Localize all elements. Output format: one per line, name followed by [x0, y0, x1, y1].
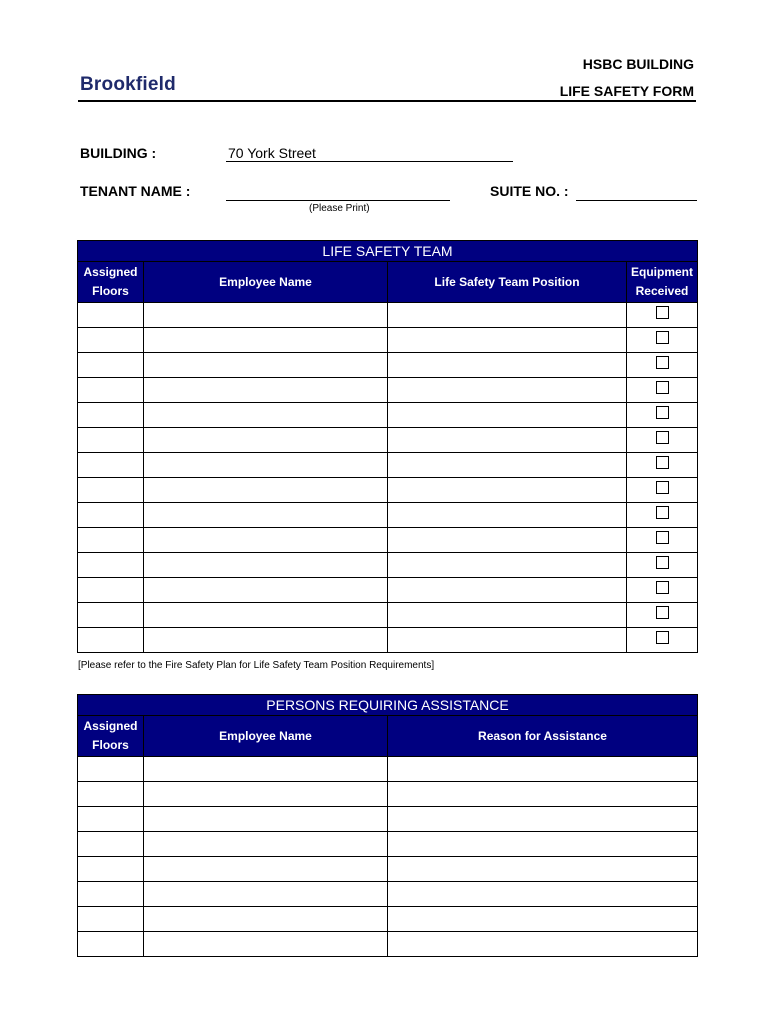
cell-equipment-received [627, 428, 698, 453]
cell-position[interactable] [388, 428, 627, 453]
col-header-assigned-floors-line2: Floors [92, 738, 129, 752]
table-row [78, 603, 698, 628]
cell-name[interactable] [144, 782, 388, 807]
equipment-received-checkbox[interactable] [656, 481, 669, 494]
col-header-assigned-floors [78, 262, 144, 303]
table-row [78, 428, 698, 453]
table-row [78, 857, 698, 882]
cell-name[interactable] [144, 378, 388, 403]
cell-floors[interactable] [78, 553, 144, 578]
cell-name[interactable] [144, 757, 388, 782]
table-row [78, 478, 698, 503]
life-safety-team-table [77, 240, 698, 653]
cell-equipment-received [627, 628, 698, 653]
cell-equipment-received [627, 603, 698, 628]
col-header-assigned-floors [78, 716, 144, 757]
position-requirements-note: [Please refer to the Fire Safety Plan for Life Safety Team Position Requirements] [78, 660, 435, 671]
cell-floors[interactable] [78, 832, 144, 857]
cell-position[interactable] [388, 403, 627, 428]
suite-no-label: SUITE NO. : [490, 183, 569, 199]
col-header-employee-name: Employee Name [144, 716, 388, 757]
cell-floors[interactable] [78, 528, 144, 553]
life-safety-team-title: LIFE SAFETY TEAM [78, 241, 698, 262]
cell-floors[interactable] [78, 628, 144, 653]
col-header-equipment-received [627, 262, 698, 303]
table-row [78, 932, 698, 957]
col-header-assigned-floors-line1: Assigned [83, 719, 138, 733]
cell-position[interactable] [388, 628, 627, 653]
cell-position[interactable] [388, 478, 627, 503]
cell-equipment-received [627, 453, 698, 478]
col-header-employee-name: Employee Name [144, 262, 388, 303]
suite-no-field[interactable] [576, 183, 697, 200]
cell-floors[interactable] [78, 453, 144, 478]
building-label: BUILDING : [80, 145, 157, 161]
cell-floors[interactable] [78, 403, 144, 428]
equipment-received-checkbox[interactable] [656, 331, 669, 344]
table-row [78, 882, 698, 907]
equipment-received-checkbox[interactable] [656, 381, 669, 394]
building-field[interactable] [228, 145, 513, 161]
equipment-received-checkbox[interactable] [656, 456, 669, 469]
cell-name[interactable] [144, 907, 388, 932]
cell-equipment-received [627, 378, 698, 403]
table-row [78, 782, 698, 807]
table-row [78, 907, 698, 932]
cell-floors[interactable] [78, 932, 144, 957]
table-row [78, 503, 698, 528]
table-row [78, 328, 698, 353]
suite-no-underline [576, 200, 697, 201]
building-value: 70 York Street [228, 145, 316, 161]
cell-floors[interactable] [78, 303, 144, 328]
cell-floors[interactable] [78, 907, 144, 932]
cell-reason[interactable] [388, 882, 698, 907]
cell-name[interactable] [144, 528, 388, 553]
col-header-assigned-floors-line2: Floors [92, 284, 129, 298]
tenant-name-underline [226, 200, 450, 201]
cell-name[interactable] [144, 303, 388, 328]
cell-reason[interactable] [388, 932, 698, 957]
equipment-received-checkbox[interactable] [656, 306, 669, 319]
cell-floors[interactable] [78, 428, 144, 453]
table-row [78, 403, 698, 428]
table-row [78, 353, 698, 378]
cell-name[interactable] [144, 478, 388, 503]
brookfield-logo: Brookfield [80, 74, 176, 95]
col-header-life-safety-position: Life Safety Team Position [388, 262, 627, 303]
cell-equipment-received [627, 578, 698, 603]
cell-floors[interactable] [78, 603, 144, 628]
cell-name[interactable] [144, 932, 388, 957]
cell-equipment-received [627, 353, 698, 378]
cell-reason[interactable] [388, 757, 698, 782]
cell-name[interactable] [144, 453, 388, 478]
cell-floors[interactable] [78, 807, 144, 832]
cell-name[interactable] [144, 553, 388, 578]
col-header-equipment-line1: Equipment [631, 265, 693, 279]
table-row [78, 528, 698, 553]
table-row [78, 453, 698, 478]
persons-requiring-assistance-title: PERSONS REQUIRING ASSISTANCE [78, 695, 698, 716]
cell-floors[interactable] [78, 857, 144, 882]
equipment-received-checkbox[interactable] [656, 631, 669, 644]
equipment-received-checkbox[interactable] [656, 431, 669, 444]
building-underline [226, 161, 513, 162]
cell-name[interactable] [144, 578, 388, 603]
cell-position[interactable] [388, 378, 627, 403]
header-divider [78, 100, 696, 102]
cell-equipment-received [627, 528, 698, 553]
cell-equipment-received [627, 553, 698, 578]
cell-name[interactable] [144, 428, 388, 453]
cell-name[interactable] [144, 807, 388, 832]
cell-position[interactable] [388, 528, 627, 553]
cell-name[interactable] [144, 403, 388, 428]
equipment-received-checkbox[interactable] [656, 556, 669, 569]
cell-equipment-received [627, 303, 698, 328]
cell-floors[interactable] [78, 782, 144, 807]
cell-floors[interactable] [78, 353, 144, 378]
cell-equipment-received [627, 403, 698, 428]
cell-reason[interactable] [388, 907, 698, 932]
cell-name[interactable] [144, 628, 388, 653]
cell-position[interactable] [388, 328, 627, 353]
equipment-received-checkbox[interactable] [656, 356, 669, 369]
col-header-equipment-line2: Received [635, 284, 689, 298]
cell-floors[interactable] [78, 478, 144, 503]
cell-floors[interactable] [78, 578, 144, 603]
table-row [78, 807, 698, 832]
cell-position[interactable] [388, 553, 627, 578]
equipment-received-checkbox[interactable] [656, 406, 669, 419]
cell-floors[interactable] [78, 882, 144, 907]
cell-name[interactable] [144, 832, 388, 857]
cell-name[interactable] [144, 857, 388, 882]
cell-reason[interactable] [388, 807, 698, 832]
please-print-note: (Please Print) [309, 203, 370, 214]
col-header-assigned-floors-line1: Assigned [83, 265, 138, 279]
cell-equipment-received [627, 503, 698, 528]
equipment-received-checkbox[interactable] [656, 531, 669, 544]
building-title: HSBC BUILDING [582, 56, 694, 72]
cell-floors[interactable] [78, 378, 144, 403]
cell-name[interactable] [144, 882, 388, 907]
form-title: LIFE SAFETY FORM [559, 83, 694, 99]
table-row [78, 628, 698, 653]
persons-requiring-assistance-table [77, 694, 698, 957]
table-row [78, 378, 698, 403]
table-row [78, 303, 698, 328]
col-header-reason-for-assistance: Reason for Assistance [388, 716, 698, 757]
cell-floors[interactable] [78, 328, 144, 353]
cell-reason[interactable] [388, 782, 698, 807]
cell-reason[interactable] [388, 857, 698, 882]
tenant-name-label: TENANT NAME : [80, 183, 191, 199]
cell-position[interactable] [388, 503, 627, 528]
equipment-received-checkbox[interactable] [656, 506, 669, 519]
cell-name[interactable] [144, 353, 388, 378]
cell-name[interactable] [144, 603, 388, 628]
table-row [78, 578, 698, 603]
cell-position[interactable] [388, 578, 627, 603]
cell-equipment-received [627, 328, 698, 353]
cell-position[interactable] [388, 453, 627, 478]
cell-floors[interactable] [78, 757, 144, 782]
cell-equipment-received [627, 478, 698, 503]
cell-position[interactable] [388, 353, 627, 378]
cell-name[interactable] [144, 328, 388, 353]
table-row [78, 832, 698, 857]
cell-position[interactable] [388, 303, 627, 328]
table-row [78, 757, 698, 782]
cell-name[interactable] [144, 503, 388, 528]
cell-position[interactable] [388, 603, 627, 628]
equipment-received-checkbox[interactable] [656, 606, 669, 619]
cell-reason[interactable] [388, 832, 698, 857]
tenant-name-field[interactable] [226, 183, 450, 200]
table-row [78, 553, 698, 578]
equipment-received-checkbox[interactable] [656, 581, 669, 594]
cell-floors[interactable] [78, 503, 144, 528]
